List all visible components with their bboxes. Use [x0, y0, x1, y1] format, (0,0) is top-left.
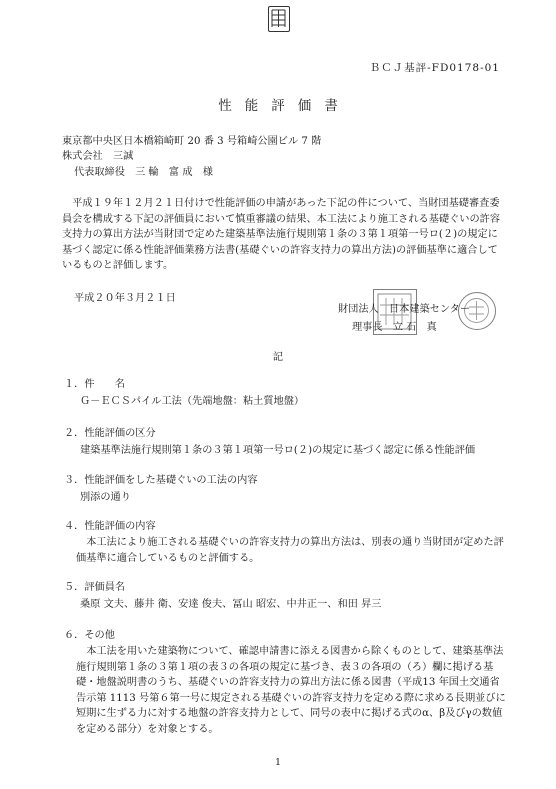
- document-number: ＢＣＪ基評-FD0178-01: [369, 62, 500, 74]
- issuer-chief: 理事長 立 石 真: [352, 322, 437, 333]
- page-number: 1: [274, 757, 282, 768]
- issue-date: 平成２０年３月２１日: [74, 293, 176, 304]
- section-heading: ５．評価員名: [64, 582, 126, 593]
- section-heading: ３．性能評価をした基礎ぐいの工法の内容: [64, 475, 258, 486]
- foundation-logo-icon: [268, 6, 290, 32]
- section-heading: １．件 名: [64, 379, 126, 390]
- recipient-representative: 代表取締役 三 輪 富 成 様: [74, 167, 213, 178]
- section-heading: ２．性能評価の区分: [64, 428, 156, 439]
- section-body: 建築基準法施行規則第１条の３第１項第一号ロ(２)の規定に基づく認定に係る性能評価: [80, 445, 476, 456]
- section-heading: ４．性能評価の内容: [64, 521, 156, 532]
- section-body: 本工法を用いた建築物について、確認申請書に添える図書から除くものとして、建築基準法施行規則第１条の３第１項の表３の各項の規定に基づき、表３の各項の（ろ）欄に掲げる基礎・地盤説明書のうち、基礎ぐいの許容支持力の算出方法に係る図書（平成13 年国土交通省告示第 1113 号第６第一号に規定される基礎ぐいの許容支持力を定める際に求める長期並びに短期に生ずる力に対する地盤の許容支持力として、同号の表中に掲げる式のα、β及びγの数値を定める部分）を対象とする。: [76, 646, 506, 735]
- section-body: Ｇ－ＥＣＳパイル工法（先端地盤：粘土質地盤）: [80, 396, 305, 407]
- section-heading: ６．その他: [64, 630, 115, 641]
- issuer-organization: 財団法人 日本建築センター: [338, 304, 471, 315]
- recipient-company: 株式会社 三誠: [62, 151, 134, 162]
- section-body: 本工法により施工される基礎ぐいの許容支持力の算出方法は、別表の通り当財団が定めた評価基準に適合しているものと評価する。: [76, 537, 504, 564]
- intro-paragraph: 平成１９年１２月２１日付けで性能評価の申請があった下記の件について、当財団基礎審査委員会を構成する下記の評価員において慎重審議の結果、本工法により施工される基礎ぐいの許容支持力の算出方法が当財団で定めた建築基準法施行規則第１条の３第１項第一号ロ(２)の規定に基づく認定に係る性能評価業務方法書(基礎ぐいの許容支持力の算出方法)の評価基準に適合しているものと評価します。: [62, 198, 501, 271]
- page-title: 性能評価書: [218, 98, 351, 114]
- recipient-address: 東京都中央区日本橋箱崎町 20 番 3 号箱崎公園ビル 7 階: [62, 136, 322, 147]
- section-body: 別添の通り: [80, 492, 131, 503]
- section-body: 桑原 文夫、藤井 衛、安達 俊夫、冨山 昭宏、中井正一、和田 昇三: [80, 599, 382, 610]
- ki-label: 記: [272, 352, 284, 363]
